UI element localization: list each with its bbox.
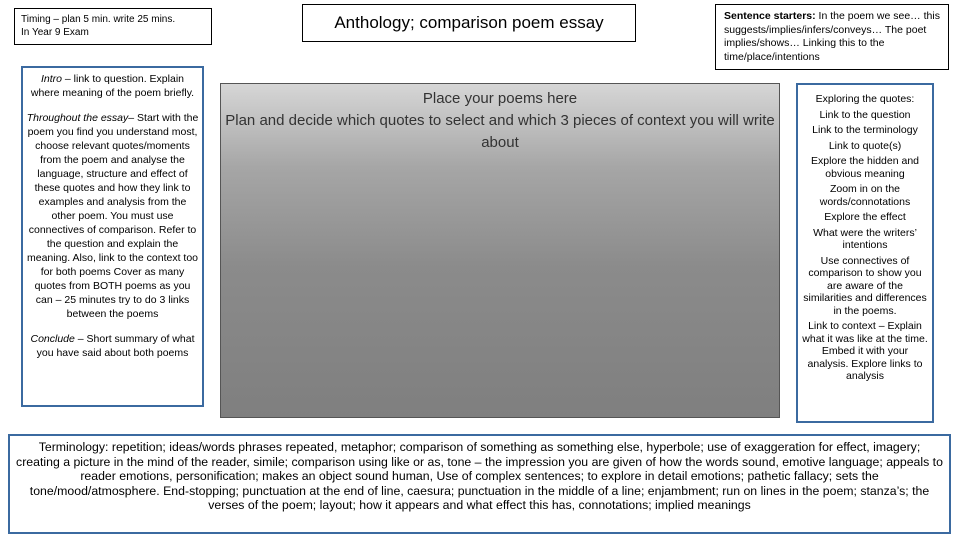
- throughout-label: Throughout the essay: [26, 112, 129, 124]
- timing-line-1: Timing – plan 5 min. write 25 mins.: [21, 14, 176, 25]
- terminology-box: Terminology: repetition; ideas/words phrases repeated, metaphor; comparison of something as something else, hyperbole; use of exaggeration for effect, imagery; creating a picture in the mind of the reader, simile; comparison using like or as, tone – the impression you are given of how the words sound, emotive language; appeals to reader emotions, personification; makes an object sound human, Use of complex sentences; to explore in detail emotions; pathetic fallacy; sets the tone/mood/atmosphere. End-stopping; punctuation at the end of line, caesura; punctuation in the middle of a line; enjambment; run on lines in the poem; stanza’s; the verses of the poem; layout; how it appears and what effect this has, connotations; implied meanings: [8, 434, 951, 534]
- quotes-item: Explore the hidden and obvious meaning: [811, 155, 919, 180]
- throughout-text: – Start with the poem you find you understand most, choose relevant quotes/moments from the poem and analyse the language, structure and effect of these quotes and how they link to examples and analysis from the other poem. You must use connectives of comparison. Refer to the question and explain the meaning. Also, link to the context too for both poems Cover as many quotes from BOTH poems as you can – 25 minutes try to do 3 links between the poems: [26, 112, 199, 320]
- conclude-text: – Short summary of what you have said about both poems: [36, 333, 195, 359]
- sentence-starters-label: Sentence starters:: [724, 10, 816, 22]
- sentence-starters-text: In the poem we see… this suggests/implies/infers/conveys… The poet implies/shows… Linking this to the time/place/intentions: [724, 10, 940, 63]
- intro-paragraph: [26, 72, 199, 100]
- exploring-quotes-panel: [796, 83, 934, 423]
- quotes-item: Explore the effect: [824, 211, 906, 223]
- quotes-item: Exploring the quotes:: [815, 93, 915, 105]
- quotes-item: Use connectives of comparison to show you are aware of the similarities and differences in the poems.: [803, 254, 927, 317]
- conclude-paragraph: [26, 332, 199, 360]
- intro-text: – link to question. Explain where meaning of the poem briefly.: [30, 73, 195, 99]
- placeholder-instructions: Plan and decide which quotes to select and which 3 pieces of context you will write about: [225, 112, 775, 151]
- timing-box: [14, 8, 212, 45]
- throughout-paragraph: [26, 111, 199, 321]
- quotes-item: Link to the terminology: [812, 124, 918, 136]
- quotes-item: Link to the question: [819, 108, 911, 121]
- quotes-item: Zoom in on the words/connotations: [819, 183, 911, 208]
- poem-placeholder-area[interactable]: [220, 83, 780, 418]
- conclude-label: Conclude: [30, 333, 75, 345]
- essay-structure-panel: [21, 66, 204, 407]
- quotes-item: What were the writers’ intentions: [813, 226, 917, 251]
- placeholder-heading: Place your poems here: [422, 90, 578, 107]
- quotes-item: Link to quote(s): [828, 139, 902, 152]
- timing-line-2: In Year 9 Exam: [21, 27, 89, 38]
- intro-label: Intro: [40, 73, 62, 85]
- page-title: Anthology; comparison poem essay: [302, 4, 636, 42]
- sentence-starters-box: [715, 4, 949, 70]
- quotes-item: Link to context – Explain what it was like at the time. Embed it with your analysis. Explore links to analysis: [802, 320, 928, 382]
